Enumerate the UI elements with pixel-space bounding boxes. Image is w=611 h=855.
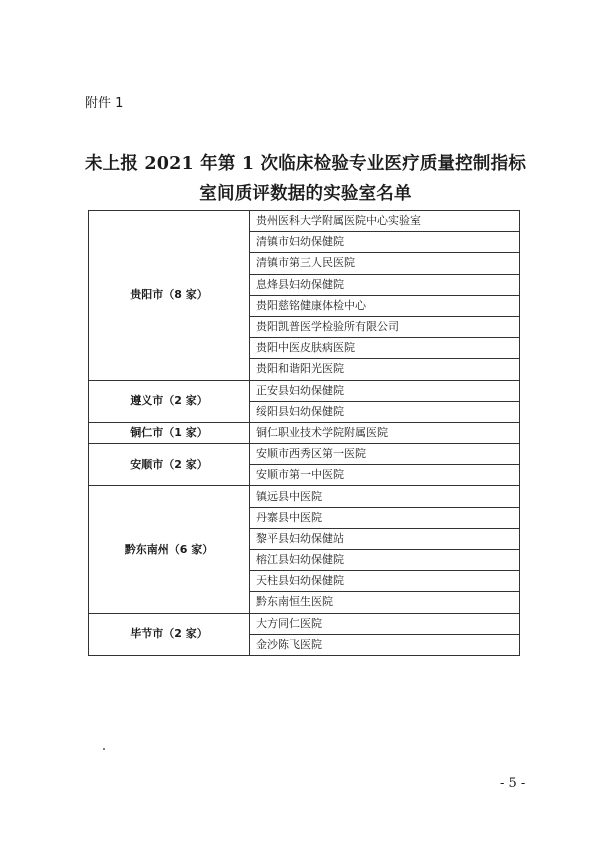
document-title-line2: 室间质评数据的实验室名单 (199, 184, 412, 204)
laboratory-name-cell: 绥阳县妇幼保健院 (250, 401, 520, 422)
page-number: - 5 - (500, 776, 526, 791)
city-cell: 毕节市（2 家） (89, 613, 250, 655)
document-title-line1: 未上报 2021 年第 1 次临床检验专业医疗质量控制指标 (84, 154, 527, 174)
laboratory-name-cell: 息烽县妇幼保健院 (250, 274, 520, 295)
laboratory-name-cell: 镇远县中医院 (250, 486, 520, 507)
laboratory-name-cell: 铜仁职业技术学院附属医院 (250, 422, 520, 443)
city-cell: 贵阳市（8 家） (89, 211, 250, 381)
table-row (89, 380, 520, 401)
laboratory-name-cell: 安顺市西秀区第一医院 (250, 444, 520, 465)
laboratory-name-cell: 黔东南恒生医院 (250, 592, 520, 613)
city-cell: 铜仁市（1 家） (89, 422, 250, 443)
laboratory-name-cell: 清镇市妇幼保健院 (250, 232, 520, 253)
laboratory-name-cell: 大方同仁医院 (250, 613, 520, 634)
scan-speck (103, 748, 105, 750)
table-row (89, 486, 520, 507)
table-row (89, 211, 520, 232)
laboratory-name-cell: 贵阳中医皮肤病医院 (250, 338, 520, 359)
laboratory-name-cell: 丹寨县中医院 (250, 507, 520, 528)
table-row (89, 422, 520, 443)
laboratory-name-cell: 贵阳慈铭健康体检中心 (250, 295, 520, 316)
laboratory-name-cell: 安顺市第一中医院 (250, 465, 520, 486)
table-row (89, 613, 520, 634)
laboratory-name-cell: 清镇市第三人民医院 (250, 253, 520, 274)
laboratory-name-cell: 天柱县妇幼保健院 (250, 571, 520, 592)
laboratory-name-cell: 黎平县妇幼保健站 (250, 528, 520, 549)
table-row (89, 444, 520, 465)
laboratory-list-table (88, 210, 520, 656)
laboratory-name-cell: 正安县妇幼保健院 (250, 380, 520, 401)
laboratory-name-cell: 贵州医科大学附属医院中心实验室 (250, 211, 520, 232)
city-cell: 遵义市（2 家） (89, 380, 250, 422)
laboratory-name-cell: 金沙陈飞医院 (250, 634, 520, 655)
laboratory-name-cell: 贵阳凯普医学检验所有限公司 (250, 316, 520, 337)
city-cell: 安顺市（2 家） (89, 444, 250, 486)
attachment-label: 附件 1 (85, 96, 124, 111)
laboratory-name-cell: 榕江县妇幼保健院 (250, 550, 520, 571)
city-cell: 黔东南州（6 家） (89, 486, 250, 613)
laboratory-name-cell: 贵阳和谐阳光医院 (250, 359, 520, 380)
